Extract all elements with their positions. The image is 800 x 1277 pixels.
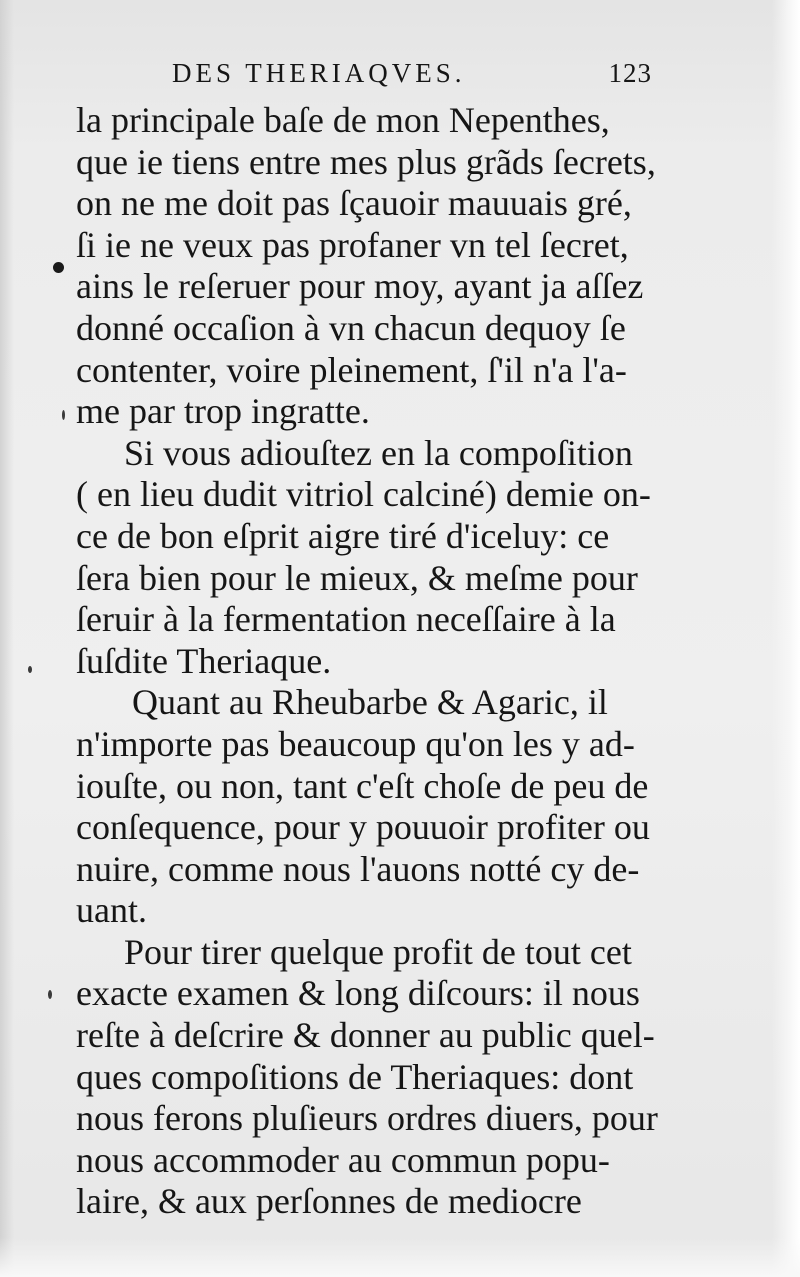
- ink-speck: [48, 990, 52, 999]
- page-number: 123: [608, 58, 652, 88]
- text-line: reſte à deſcrire & donner au public quel-: [76, 1015, 655, 1056]
- body-text: [76, 100, 676, 1223]
- text-line: ce de bon eſprit aigre tiré d'iceluy: ce: [76, 515, 610, 556]
- page-right-edge: [772, 0, 800, 1277]
- text-line: on ne me doit pas ſçauoir mauuais gré,: [76, 183, 632, 224]
- text-line: ſi ie ne veux pas profaner vn tel ſecret,: [76, 224, 629, 265]
- page-left-shadow: [0, 0, 14, 1277]
- ink-speck: [28, 666, 32, 673]
- text-line: ſuſdite Theriaque.: [76, 640, 332, 681]
- text-line: uant.: [76, 890, 147, 931]
- text-line: conſequence, pour y pouuoir profiter ou: [76, 807, 650, 848]
- text-line: la principale baſe de mon Nepenthes,: [76, 100, 610, 140]
- text-line: ( en lieu dudit vitriol calciné) demie on-: [76, 474, 651, 515]
- text-line: n'importe pas beaucoup qu'on les y ad-: [76, 723, 635, 764]
- text-line: ſeruir à la fermentation neceſſaire à la: [76, 599, 616, 640]
- paragraph-2: [76, 433, 676, 683]
- text-line: Pour tirer quelque profit de tout cet: [124, 931, 632, 972]
- text-line: nuire, comme nous l'auons notté cy de-: [76, 848, 640, 889]
- paragraph-3: [76, 682, 676, 932]
- text-line: Si vous adiouſtez en la compoſition: [124, 432, 633, 473]
- text-line: me par trop ingratte.: [76, 391, 370, 432]
- text-line: laire, & aux perſonnes de mediocre: [76, 1181, 582, 1222]
- text-line: exacte examen & long diſcours: il nous: [76, 973, 640, 1014]
- paragraph-4: [76, 932, 676, 1223]
- ink-speck: [62, 410, 65, 420]
- paragraph-1: [76, 100, 676, 433]
- text-line: iouſte, ou non, tant c'eſt choſe de peu de: [76, 765, 649, 806]
- running-head: [172, 58, 652, 98]
- text-line: ſera bien pour le mieux, & meſme pour: [76, 557, 638, 598]
- text-line: que ie tiens entre mes plus grãds ſecrets,: [76, 141, 656, 182]
- text-line: donné occaſion à vn chacun dequoy ſe: [76, 307, 626, 348]
- running-title: DES THERIAQVES.: [172, 58, 466, 88]
- text-line: nous accommoder au commun popu-: [76, 1139, 610, 1180]
- text-line: Quant au Rheubarbe & Agaric, il: [132, 682, 608, 723]
- page-bottom-edge: [0, 1237, 800, 1277]
- text-line: ains le reſeruer pour moy, ayant ja aſſez: [76, 266, 644, 307]
- text-line: contenter, voire pleinement, ſ'il n'a l'a-: [76, 349, 627, 390]
- marginal-ink-dot: [53, 262, 64, 273]
- text-line: ques compoſitions de Theriaques: dont: [76, 1056, 634, 1097]
- text-line: nous ferons pluſieurs ordres diuers, pour: [76, 1098, 658, 1139]
